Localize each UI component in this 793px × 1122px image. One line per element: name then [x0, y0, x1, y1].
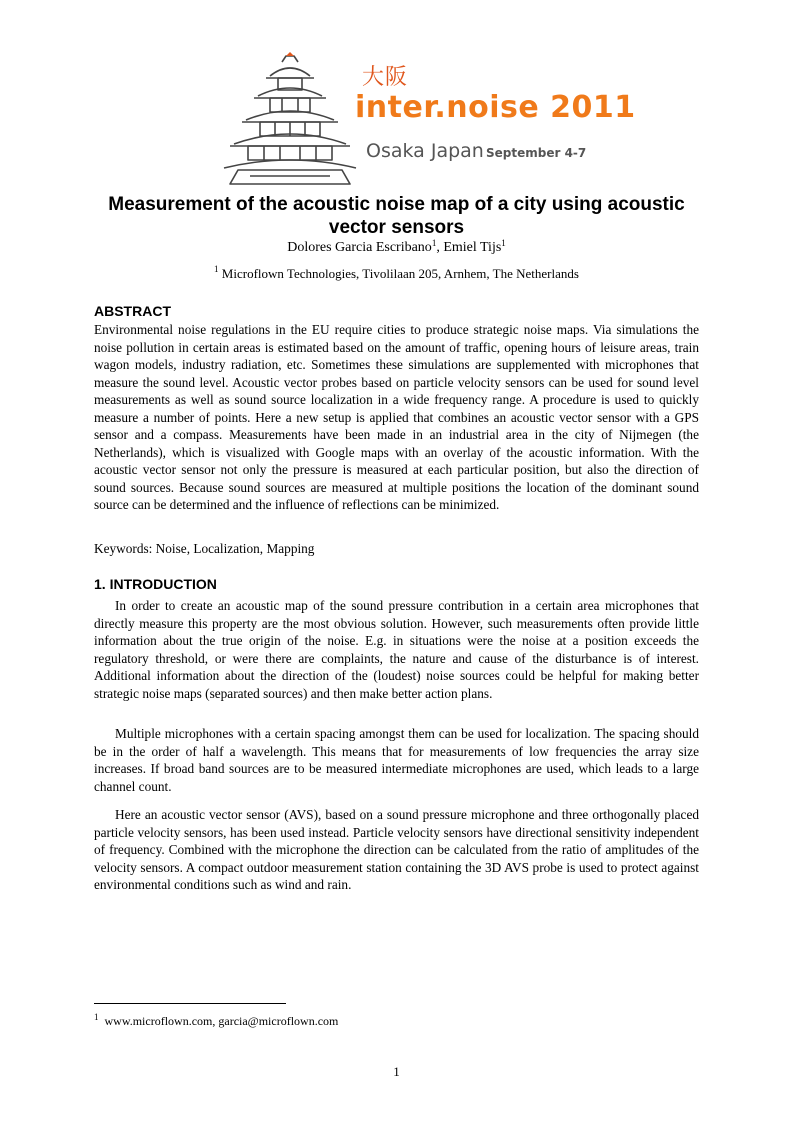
conference-logo — [220, 52, 636, 188]
affiliation — [90, 266, 703, 282]
footnote — [94, 1014, 338, 1029]
intro-paragraph: In order to create an acoustic map of the sound pressure contribution in a certain area microphones that directly measure this property are the most obvious solution. However, such measurements often provide little information about the true origin of the noise. E.g. in situations were the noise at a position exceeds the regulatory threshold, or were there are complaints, the nature and cause of the disturbance is of interest. Additional information about the direction of the (loudest) noise sources could be helpful for making better strategic noise maps (separated sources) and then make better action plans. — [94, 598, 699, 701]
abstract-heading: ABSTRACT — [94, 303, 171, 319]
paper-title: Measurement of the acoustic noise map of a city using acoustic vector sensors — [108, 194, 685, 238]
author-name: Emiel Tijs — [443, 240, 502, 255]
author-separator: , — [436, 240, 444, 255]
intro-paragraph: Multiple microphones with a certain spacing amongst them can be used for localization. The spacing should be in the order of half a wavelength. This means that for measurements of low frequencies the array size increases. If broad band sources are to be measured intermediate microphones are used, which leads to a large channel count. — [94, 726, 699, 794]
affiliation-mark: 1 — [214, 264, 219, 274]
author-name: Dolores Garcia Escribano — [287, 240, 432, 255]
footnote-divider — [94, 1003, 286, 1004]
affiliation-text: Microflown Technologies, Tivolilaan 205, Arnhem, The Netherlands — [218, 266, 579, 281]
author-affiliation-mark: 1 — [431, 238, 437, 248]
intro-paragraph: Here an acoustic vector sensor (AVS), based on a sound pressure microphone and three orthogonally placed particle velocity sensors, has been used instead. Particle velocity sensors have directional sensitivity independent of frequency. Combined with the microphone the direction can be calculated from the ratio of amplitudes of the velocity sensors. A compact outdoor measurement station containing the 3D AVS probe is used to protect against environmental conditions such as wind and rain. — [94, 807, 699, 892]
osaka-castle-icon — [220, 52, 360, 188]
logo-city: Osaka Japan — [366, 140, 484, 162]
introduction-heading: 1. INTRODUCTION — [94, 576, 217, 592]
logo-conference-name: inter.noise 2011 — [355, 90, 636, 125]
footnote-mark: 1 — [94, 1012, 99, 1022]
author-affiliation-mark: 1 — [501, 238, 506, 248]
keywords: Keywords: Noise, Localization, Mapping — [94, 541, 315, 556]
footnote-text: www.microflown.com, garcia@microflown.com — [104, 1014, 339, 1028]
page-number: 1 — [393, 1064, 400, 1079]
logo-dates: September 4-7 — [486, 146, 587, 160]
author-list — [90, 240, 703, 256]
logo-kanji: 大阪 — [362, 65, 409, 90]
abstract-text: Environmental noise regulations in the EU require cities to produce strategic noise maps. Via simulations the noise pollution in certain areas is estimated based on the amount of traffic, opening hours of leisure areas, train wagon models, industry radiation, etc. Sometimes these simulations are supplemented with microphones that measure the sound level. Acoustic vector probes based on particle velocity sensors can be used for sound level measurements as well as sound source localization in a wide frequency range. A procedure is used to quickly measure a number of points. Here a new setup is applied that combines an acoustic vector sensor with a GPS sensor and a compass. Measurements have been made in an industrial area in the city of Nijmegen (the Netherlands), which is visualized with Google maps with an overlay of the acoustic information. With the acoustic vector sensor not only the pressure is measured at each particular position, but also the direction of sound sources. Because sound sources are measured at multiple positions the location of the dominant sound source can be determined and the influence of reflections can be minimized. — [94, 322, 699, 512]
